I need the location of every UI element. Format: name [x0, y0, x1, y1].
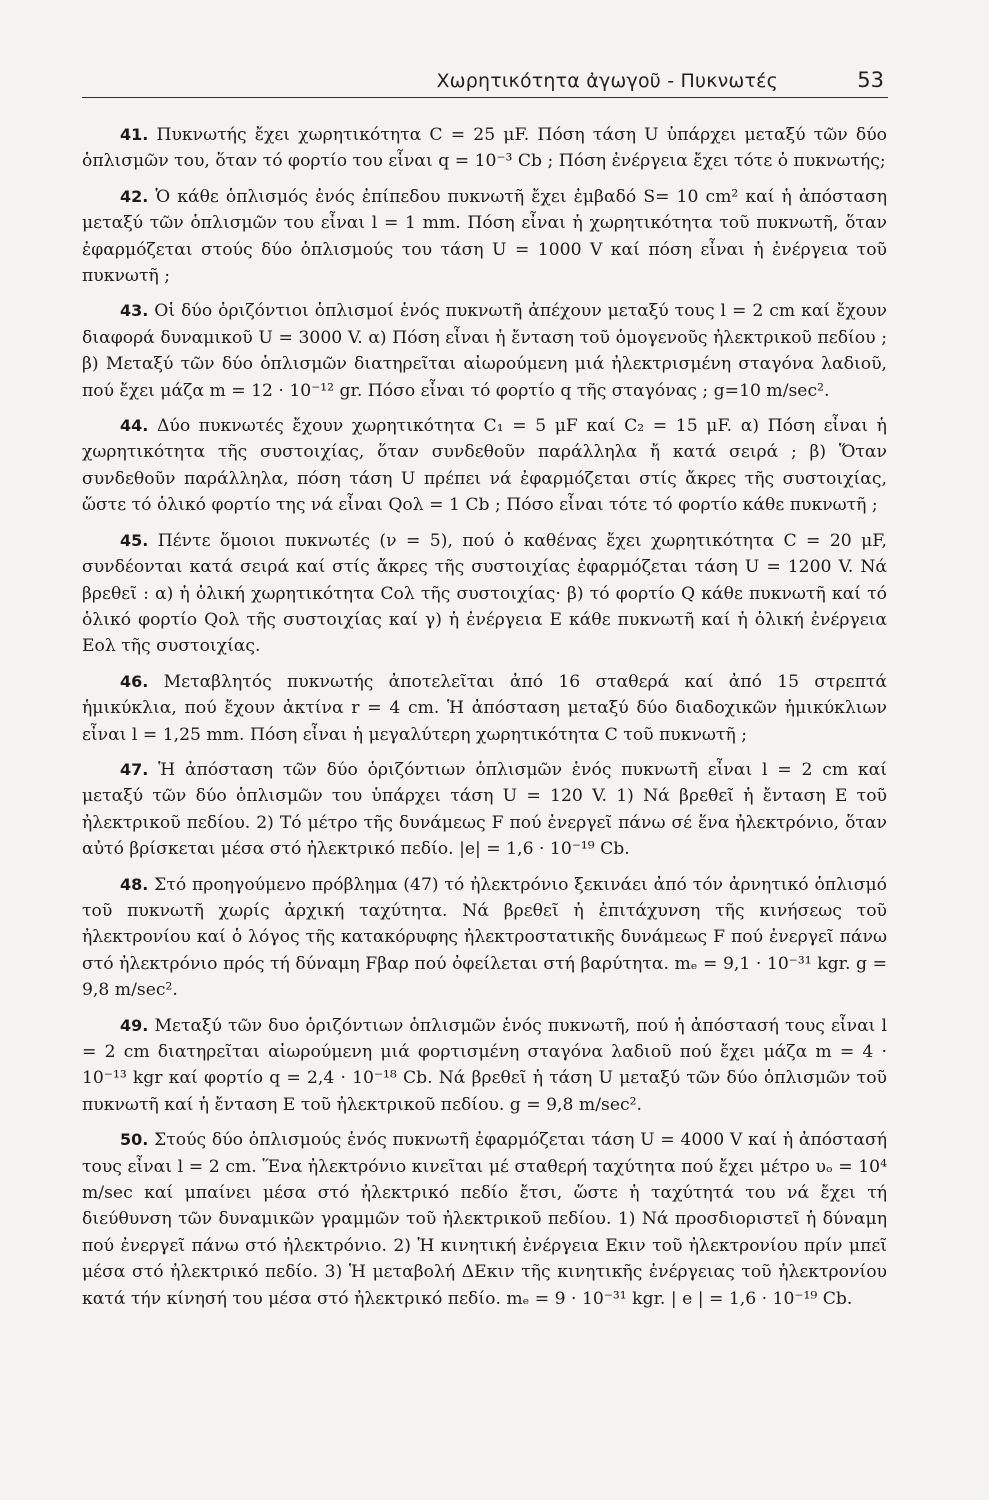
problem-number: 41. [120, 125, 149, 144]
problem-text: Οἱ δύο ὁριζόντιοι ὁπλισμοί ἑνός πυκνωτῆ ἀπέχουν μεταξύ τους l = 2 cm καί ἔχουν διαφορά δυναμικοῦ U = 3000 V. α) Πόση εἶναι ἡ ἔνταση τοῦ ὁμογενοῦς ἠλεκτρικοῦ πεδίου ; β) Μεταξύ τῶν δύο ὁπλισμῶν διατηρεῖται αἰωρούμενη μιά ἠλεκτρισμένη σταγόνα λαδιοῦ, πού ἔχει μάζα m = 12 · 10⁻¹² gr. Πόσο εἶναι τό φορτίο q τῆς σταγόνας ; g=10 m/sec². [82, 301, 888, 401]
problem-text: Στούς δύο ὁπλισμούς ἑνός πυκνωτῆ ἐφαρμόζεται τάση U = 4000 V καί ἡ ἀπόστασή τους εἶναι l = 2 cm. Ἕνα ἠλεκτρόνιο κινεῖται μέ σταθερή ταχύτητα πού ἔχει μέτρο υₒ = 10⁴ m/sec καί μπαίνει μέσα στό ἠλεκτρικό πεδίο ἔτσι, ὥστε ἡ ταχύτητά του νά ἔχει τή διεύθυνση τῶν δυναμικῶν γραμμῶν τοῦ ἠλεκτρικοῦ πεδίου. 1) Νά προσδιοριστεῖ ἡ δύναμη πού ἐνεργεῖ πάνω στό ἠλεκτρόνιο. 2) Ἡ κινητική ἐνέργεια Eκιν τοῦ ἠλεκτρονίου πρίν μπεῖ μέσα στό ἠλεκτρικό πεδίο. 3) Ἡ μεταβολή ΔEκιν τῆς κινητικῆς ἐνέργειας τοῦ ἠλεκτρονίου κατά τήν κίνησή του μέσα στό ἠλεκτρικό πεδίο. mₑ = 9 · 10⁻³¹ kgr. | e | = 1,6 · 10⁻¹⁹ Cb. [82, 1130, 887, 1309]
problem-47 [82, 757, 887, 863]
problem-45 [82, 528, 887, 660]
problem-number: 49. [120, 1015, 149, 1035]
problem-number: 47. [120, 759, 149, 779]
problem-number: 48. [120, 874, 149, 894]
problem-text: Μεταβλητός πυκνωτής ἀποτελεῖται ἀπό 16 σταθερά καί ἀπό 15 στρεπτά ἡμικύκλια, πού ἔχουν ἀκτίνα r = 4 cm. Ἡ ἀπόσταση μεταξύ δύο διαδοχικῶν ἡμικύκλιων εἶναι l = 1,25 mm. Πόση εἶναι ἡ μεγαλύτερη χωρητικότητα C τοῦ πυκνωτῆ ; [82, 671, 887, 745]
problem-49 [82, 1013, 887, 1119]
problem-text: Δύο πυκνωτές ἔχουν χωρητικότητα C₁ = 5 μF καί C₂ = 15 μF. α) Πόση εἶναι ἡ χωρητικότητα τῆς συστοιχίας, ὅταν συνδεθοῦν παράλληλα ἤ κατά σειρά ; β) Ὅταν συνδεθοῦν παράλληλα, πόση τάση U πρέπει νά ἐφαρμόζεται στίς ἄκρες τῆς συστοιχίας, ὥστε τό ὁλικό φορτίο της νά εἶναι Qολ = 1 Cb ; Πόσο εἶναι τότε τό φορτίο κάθε πυκνωτῆ ; [82, 416, 887, 516]
problem-number: 46. [120, 671, 149, 691]
problem-text: Στό προηγούμενο πρόβλημα (47) τό ἠλεκτρόνιο ξεκινάει ἀπό τόν ἀρνητικό ὁπλισμό τοῦ πυκνωτῆ χωρίς ἀρχική ταχύτητα. Νά βρεθεῖ ἡ ἐπιτάχυνση τῆς κινήσεως τοῦ ἠλεκτρονίου καί ὁ λόγος τῆς κατακόρυφης ἠλεκτροστατικῆς δυνάμεως F πού ἐνεργεῖ πάνω στό ἠλεκτρόνιο πρός τή δύναμη Fβαρ πού ὀφείλεται στή βαρύτητα. mₑ = 9,1 · 10⁻³¹ kgr. g = 9,8 m/sec². [82, 874, 887, 1001]
problem-number: 45. [120, 530, 149, 550]
problem-41 [82, 122, 887, 175]
problem-text: Πέντε ὅμοιοι πυκνωτές (ν = 5), πού ὁ καθένας ἔχει χωρητικότητα C = 20 μF, συνδέονται κατά σειρά καί στίς ἄκρες τῆς συστοιχίας ἐφαρμόζεται τάση U = 1200 V. Νά βρεθεῖ : α) ἡ ὁλική χωρητικότητα Cολ τῆς συστοιχίας· β) τό φορτίο Q κάθε πυκνωτῆ καί τό ὁλικό φορτίο Qολ τῆς συστοιχίας καί γ) ἡ ἐνέργεια E κάθε πυκνωτῆ καί ἡ ὁλική ἐνέργεια Eολ τῆς συστοιχίας. [82, 530, 887, 657]
page-number: 53 [857, 68, 884, 92]
problem-number: 42. [120, 186, 149, 206]
running-title: Χωρητικότητα ἀγωγοῦ - Πυκνωτές [436, 70, 778, 92]
problem-number: 50. [120, 1130, 149, 1150]
problem-number: 44. [120, 416, 149, 436]
problem-list [82, 122, 887, 1321]
header-rule [82, 97, 888, 98]
problem-43 [82, 298, 887, 404]
problem-text: Πυκνωτής ἔχει χωρητικότητα C = 25 μF. Πόση τάση U ὑπάρχει μεταξύ τῶν δύο ὁπλισμῶν του, ὅταν τό φορτίο του εἶναι q = 10⁻³ Cb ; Πόση ἐνέργεια ἔχει τότε ὁ πυκνωτής; [82, 125, 887, 172]
problem-50 [82, 1127, 887, 1312]
problem-48 [82, 872, 887, 1004]
problem-text: Μεταξύ τῶν δυο ὁριζόντιων ὁπλισμῶν ἑνός πυκνωτῆ, πού ἡ ἀπόστασή τους εἶναι l = 2 cm διατηρεῖται αἰωρούμενη μιά φορτισμένη σταγόνα λαδιοῦ πού ἔχει μάζα m = 4 · 10⁻¹³ kgr καί φορτίο q = 2,4 · 10⁻¹⁸ Cb. Νά βρεθεῖ ἡ τάση U μεταξύ τῶν δύο ὁπλισμῶν τοῦ πυκνωτῆ καί ἡ ἔνταση E τοῦ ἠλεκτρικοῦ πεδίου. g = 9,8 m/sec². [82, 1015, 887, 1115]
problem-42 [82, 184, 887, 290]
problem-46 [82, 669, 887, 748]
problem-44 [82, 413, 887, 519]
problem-text: Ὁ κάθε ὁπλισμός ἑνός ἐπίπεδου πυκνωτῆ ἔχει ἐμβαδό S= 10 cm² καί ἡ ἀπόσταση μεταξύ τῶν ὁπλισμῶν του εἶναι l = 1 mm. Πόση εἶναι ἡ χωρητικότητα τοῦ πυκνωτῆ, ὅταν ἐφαρμόζεται στούς δύο ὁπλισμούς του τάση U = 1000 V καί πόση εἶναι ἡ ἐνέργεια τοῦ πυκνωτῆ ; [82, 186, 887, 287]
problem-number: 43. [120, 301, 149, 321]
problem-text: Ἡ ἀπόσταση τῶν δύο ὁριζόντιων ὁπλισμῶν ἑνός πυκνωτῆ εἶναι l = 2 cm καί μεταξύ τῶν δύο ὁπλισμῶν του ὑπάρχει τάση U = 120 V. 1) Νά βρεθεῖ ἡ ἔνταση E τοῦ ἠλεκτρικοῦ πεδίου. 2) Τό μέτρο τῆς δυνάμεως F πού ἐνεργεῖ πάνω σέ ἕνα ἠλεκτρόνιο, ὅταν αὐτό βρίσκεται μέσα στό ἠλεκτρικό πεδίο. |e| = 1,6 · 10⁻¹⁹ Cb. [82, 759, 887, 860]
